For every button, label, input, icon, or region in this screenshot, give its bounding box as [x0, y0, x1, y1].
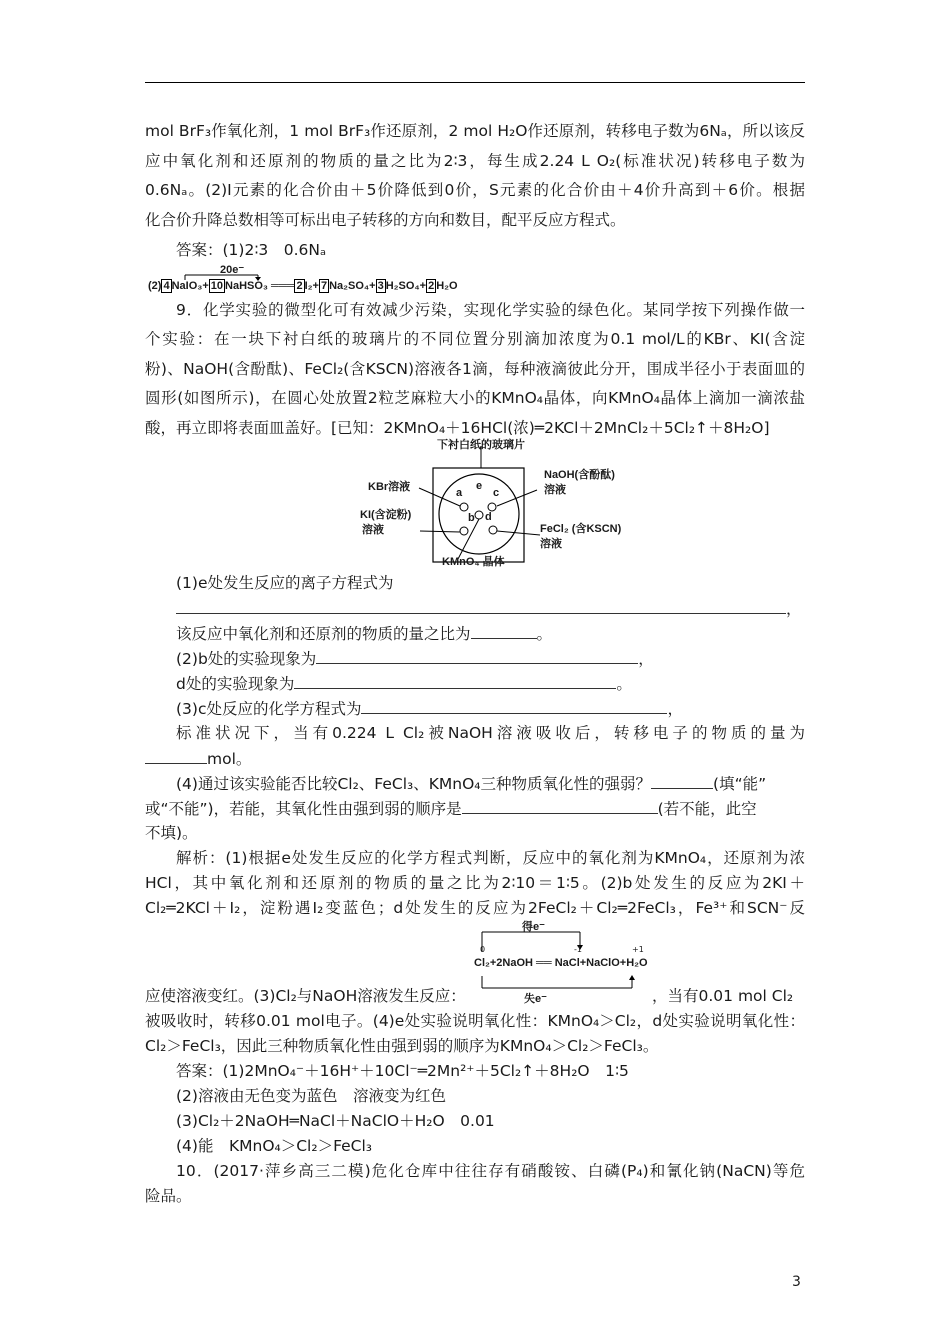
eq9-equation: Cl₂+2NaOH ══ NaCl+NaClO+H₂O: [474, 957, 648, 969]
period: 。: [616, 675, 632, 693]
header-rule: [145, 82, 805, 83]
comma: ，: [638, 650, 654, 668]
q9-3b: 标准状况下，当有0.224 L Cl₂被NaOH溶液吸收后，转移电子的物质的量为: [176, 724, 805, 742]
fig-title: 下衬白纸的玻璃片: [437, 439, 525, 451]
ox-state-0: 0: [480, 945, 486, 954]
q9-4b-tail: (若不能，此空: [657, 800, 757, 818]
eq8-h2o: H₂O: [436, 280, 458, 292]
lose-electron-label: 失e⁻: [524, 993, 547, 1005]
eq8-na2so4: Na₂SO₄+: [329, 280, 376, 292]
eq8-i2: I₂+: [304, 280, 319, 292]
answer-blank[interactable]: [176, 598, 786, 614]
eq8-naio3: NaIO₃+: [171, 280, 209, 292]
fig-label-c: c: [493, 487, 500, 499]
intro-line-4: 化合价升降总数相等可标出电子转移的方向和数目，配平反应方程式。: [145, 211, 626, 229]
page-number: 3: [792, 1274, 801, 1290]
analysis-line-2: HCl，其中氧化剂和还原剂的物质的量之比为2∶10＝1∶5。(2)b处发生的反应为2KI＋: [145, 874, 805, 892]
answer-blank[interactable]: [361, 698, 667, 714]
answer-9-4: (4)能 KMnO₄＞Cl₂＞FeCl₃: [176, 1137, 373, 1155]
q9-4a-tail: (填“能”: [713, 775, 767, 793]
q9-2b-text: d处的实验现象为: [176, 675, 295, 693]
answer-9-1: 答案：(1)2MnO₄⁻＋16H⁺＋10Cl⁻═2Mn²⁺＋5Cl₂↑＋8H₂O 1∶5: [176, 1062, 629, 1080]
fig-naoh-1: NaOH(含酚酞): [544, 469, 615, 481]
q9-line-1: 9．化学实验的微型化可有效减少污染，实现化学实验的绿色化。某同学按下列操作做一: [176, 301, 805, 319]
coef-3: 2: [296, 280, 303, 292]
q9-4a: [176, 773, 766, 794]
intro-line-2: 应中氧化剂和还原剂的物质的量之比为2∶3，每生成2.24 L O₂(标准状况)转移电子数为: [145, 152, 805, 170]
fig-kbr: KBr溶液: [368, 481, 411, 493]
fig-label-e: e: [476, 480, 483, 492]
q9-line-3: 粉)、NaOH(含酚酞)、FeCl₂(含KSCN)溶液各1滴，每种液滴彼此分开，围成半径小于表面皿的: [145, 360, 805, 378]
q9-1-blank-line: [176, 598, 802, 619]
q9-3: [176, 698, 683, 719]
answer-blank[interactable]: [294, 673, 616, 689]
electron-count-label: 20e⁻: [220, 264, 245, 276]
fig-ki-1: KI(含淀粉): [360, 509, 412, 521]
q9-4b: [145, 798, 757, 819]
q9-2-text: (2)b处的实验现象为: [176, 650, 317, 668]
intro-line-1: mol BrF₃作氧化剂，1 mol BrF₃作还原剂，2 mol H₂O作还原剂，转移电子数为6Nₐ，所以该反: [145, 122, 805, 140]
q9-3c: [145, 748, 251, 769]
fig-naoh-2: 溶液: [544, 484, 566, 496]
coef-1: 4: [163, 280, 170, 292]
fig-fecl2-1: FeCl₂ (含KSCN): [540, 523, 622, 535]
fig-kmno4: KMnO₄ 晶体: [442, 556, 505, 568]
coef-6: 2: [428, 280, 435, 292]
coef-4: 7: [320, 280, 328, 292]
q9-4a-text: (4)通过该实验能否比较Cl₂、FeCl₃、KMnO₄三种物质氧化性的强弱？: [176, 775, 652, 793]
q10-line-1: 10．(2017·萍乡高三二模)危化仓库中往往存有硝酸铵、白磷(P₄)和氰化钠(NaCN)等危: [176, 1162, 805, 1180]
gain-electron-label: 得e⁻: [522, 921, 545, 933]
q9-3c-text: mol。: [207, 750, 252, 768]
q9-2b: [176, 673, 632, 694]
answer-9-3: (3)Cl₂＋2NaOH═NaCl＋NaClO＋H₂O 0.01: [176, 1112, 495, 1130]
glass-plate-diagram: [340, 440, 640, 570]
electron-transfer-equation-8: [145, 244, 545, 294]
q9-1b: [176, 623, 552, 644]
answer-8: 答案：(1)2∶3 0.6Nₐ: [176, 241, 327, 259]
q9-1b-text: 该反应中氧化剂和还原剂的物质的量之比为: [176, 625, 471, 643]
answer-blank[interactable]: [316, 648, 638, 664]
analysis-line-6: Cl₂＞FeCl₃，因此三种物质氧化性由强到弱的顺序为KMnO₄＞Cl₂＞FeCl₃。: [145, 1037, 659, 1055]
fig-fecl2-2: 溶液: [540, 538, 562, 550]
period: 。: [536, 625, 553, 643]
answer-blank[interactable]: [651, 773, 713, 789]
comma: ，: [786, 600, 802, 618]
q9-4c: 不填)。: [145, 824, 198, 842]
fig-label-d: d: [485, 511, 492, 523]
answer-9-2: (2)溶液由无色变为蓝色 溶液变为红色: [176, 1087, 446, 1105]
analysis-line-1: 解析：(1)根据e处发生反应的化学方程式判断，反应中的氧化剂为KMnO₄，还原剂为浓: [176, 849, 805, 867]
analysis-line-4b: ，当有0.01 mol Cl₂: [652, 987, 794, 1005]
q9-2: [176, 648, 654, 669]
eq8-prefix: (2): [148, 280, 162, 292]
analysis-line-4a: 应使溶液变红。(3)Cl₂与NaOH溶液发生反应：: [145, 987, 466, 1005]
analysis-line-5: 被吸收时，转移0.01 mol电子。(4)e处实验说明氧化性：KMnO₄＞Cl₂，d处实验说明氧化性：: [145, 1012, 805, 1030]
experiment-figure: [340, 440, 640, 570]
coef-5: 3: [377, 280, 384, 292]
q9-line-4: 圆形(如图所示)，在圆心处放置2粒芝麻粒大小的KMnO₄晶体，向KMnO₄晶体上滴加一滴浓盐: [145, 389, 805, 407]
q9-line-2: 个实验：在一块下衬白纸的玻璃片的不同位置分别滴加浓度为0.1 mol/L的KBr、KI(含淀: [145, 330, 805, 348]
q9-1: (1)e处发生反应的离子方程式为: [176, 574, 394, 592]
answer-blank[interactable]: [471, 623, 537, 639]
answer-blank[interactable]: [145, 748, 207, 764]
ox-state-minus1: -1: [574, 945, 582, 954]
eq8-h2so4: H₂SO₄+: [385, 280, 427, 292]
fig-label-a: a: [456, 487, 463, 499]
q9-4b-text: 或“不能”)，若能，其氧化性由强到弱的顺序是: [145, 800, 462, 818]
fig-label-b: b: [468, 512, 475, 524]
analysis-line-3: Cl₂═2KCl＋I₂，淀粉遇I₂变蓝色；d处发生的反应为2FeCl₂＋Cl₂═2FeCl₃，Fe³⁺和SCN⁻反: [145, 899, 805, 917]
q9-3-text: (3)c处反应的化学方程式为: [176, 700, 362, 718]
q10-line-2: 险品。: [145, 1187, 192, 1205]
ox-state-plus1: +1: [632, 945, 644, 954]
eq8-nahso3: NaHSO₃ ═══: [225, 280, 295, 292]
answer-blank[interactable]: [462, 798, 658, 814]
intro-line-3: 0.6Nₐ。(2)I元素的化合价由＋5价降低到0价，S元素的化合价由＋4价升高到＋6价。根据: [145, 181, 805, 199]
fig-ki-2: 溶液: [362, 524, 384, 536]
coef-2: 10: [210, 280, 224, 292]
comma: ，: [667, 700, 683, 718]
q9-line-5: 酸，再立即将表面皿盖好。[已知：2KMnO₄＋16HCl(浓)═2KCl＋2MnCl₂＋5Cl₂↑＋8H₂O]: [145, 419, 770, 437]
